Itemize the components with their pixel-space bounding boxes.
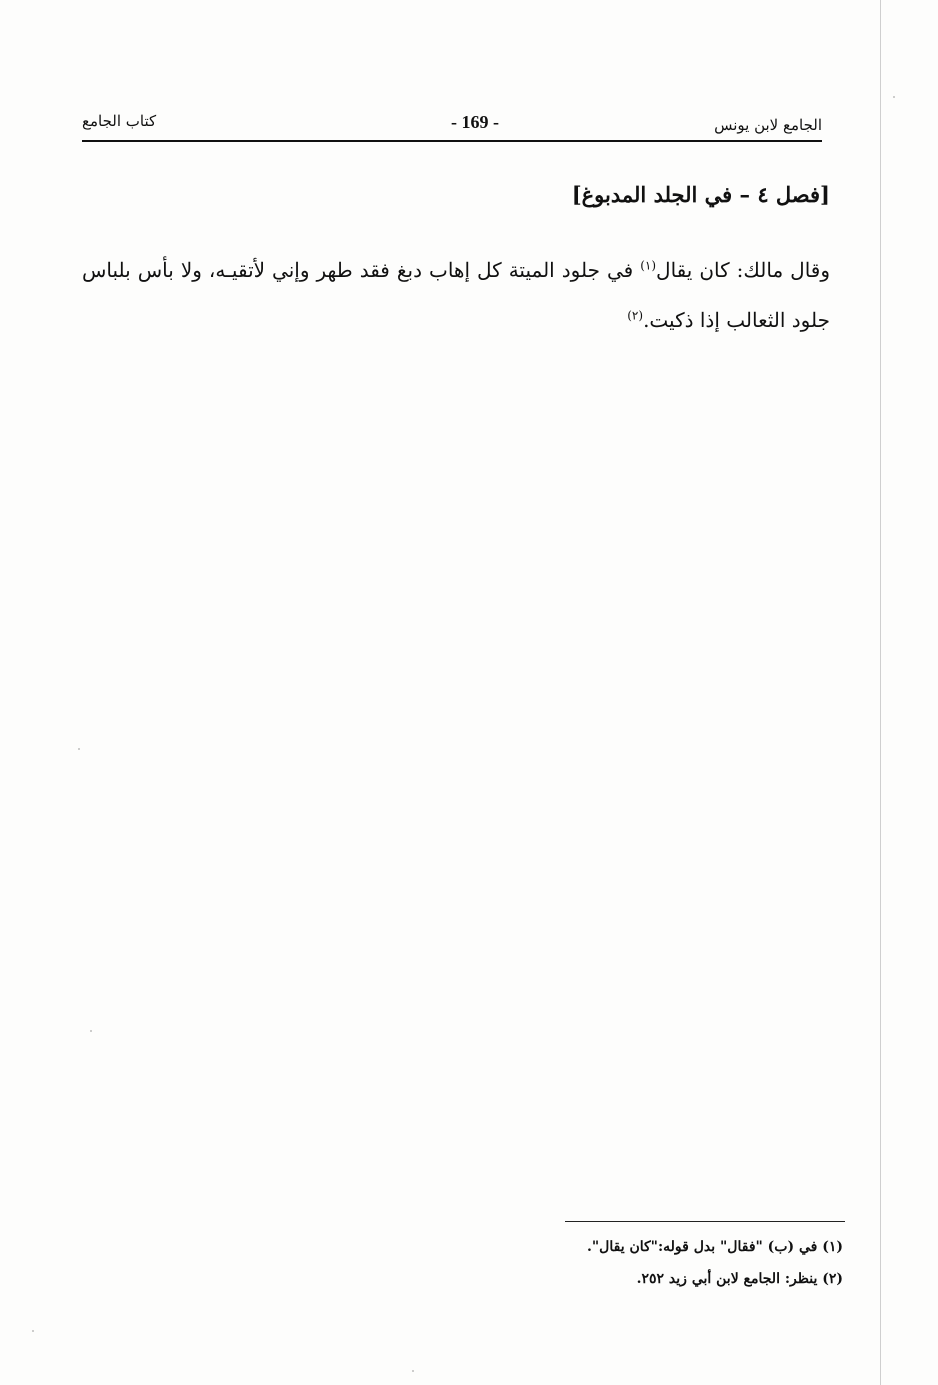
section-heading: [فصل ٤ – في الجلد المدبوغ] bbox=[571, 182, 830, 207]
footnotes bbox=[587, 1236, 843, 1300]
scan-speck bbox=[78, 748, 80, 750]
footnote-ref-2: (٢) bbox=[627, 308, 644, 323]
body-text-part1: وقال مالك: كان يقال bbox=[656, 258, 831, 282]
body-text-part2: في جلود الميتة كل إهاب دبغ فقد طهر وإني لأتقيـه، ولا بأس بلباس جلود الثعالب إذا ذكيت. bbox=[82, 258, 830, 332]
footnote-divider bbox=[565, 1221, 845, 1222]
footnote-1: (١) في (ب) "فقال" بدل قوله:"كان يقال". bbox=[587, 1239, 843, 1255]
page-number: - 169 - bbox=[451, 112, 499, 132]
footnote-ref-1: (١) bbox=[640, 258, 657, 273]
footnote-2: (٢) ينظر: الجامع لابن أبي زيد ٢٥٢. bbox=[636, 1271, 843, 1287]
scan-speck bbox=[893, 96, 895, 98]
scan-speck bbox=[90, 1030, 92, 1032]
scan-speck bbox=[32, 1330, 34, 1332]
running-header bbox=[82, 112, 822, 140]
header-book-title: الجامع لابن يونس bbox=[714, 116, 822, 134]
scan-speck bbox=[412, 1370, 414, 1372]
scan-edge-line bbox=[880, 0, 881, 1385]
header-divider bbox=[82, 140, 822, 142]
header-chapter-title: كتاب الجامع bbox=[82, 112, 157, 130]
body-paragraph bbox=[82, 245, 830, 345]
